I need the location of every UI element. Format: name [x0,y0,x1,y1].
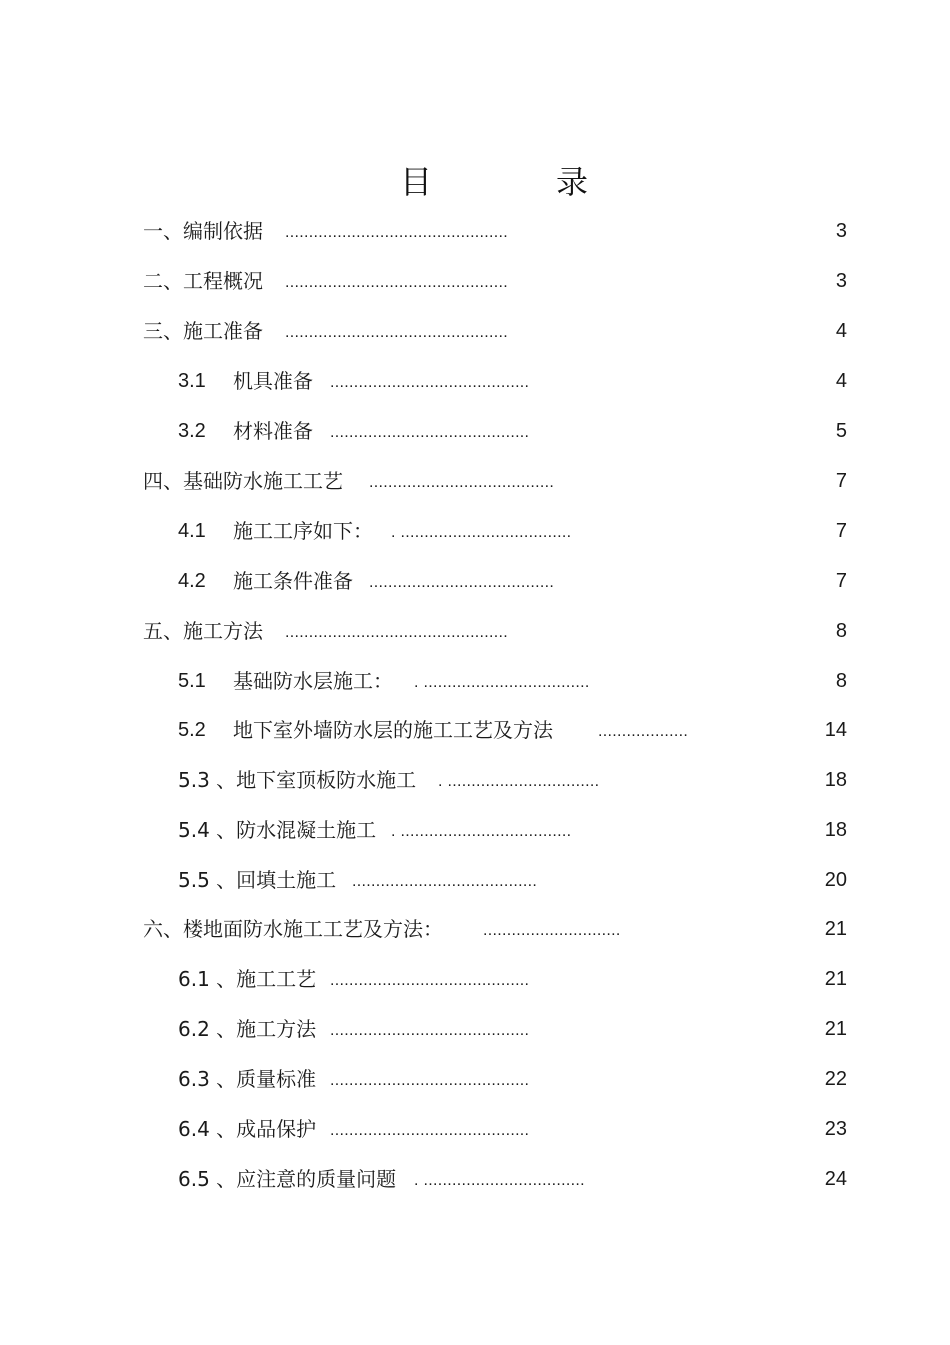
toc-entry-page: 20 [824,869,847,891]
toc-entry-label: 三、施工准备 [143,319,263,343]
toc-entry-label: 6.4 、成品保护 [178,1117,317,1141]
toc-subentry-number: 3.2 [178,420,206,442]
title-char-1: 目 [400,163,433,201]
toc-entry-page: 18 [824,819,847,841]
toc-entry-page: 4 [835,320,847,342]
toc-subentry[interactable] [0,567,950,595]
toc-entry-leader: . .................................... [391,524,572,541]
toc-entry-leader: .......................................... [330,1122,530,1139]
toc-entry-page: 23 [824,1118,847,1140]
toc-entry-leader: .......................................... [330,1072,530,1089]
toc-entry-label: 基础防水层施工： [233,669,393,693]
toc-entry-leader: .......................................... [330,374,530,391]
toc-entry-leader: ....................................... [369,474,555,491]
toc-subentry-number: 4.2 [178,570,206,592]
toc-entry-page: 8 [835,620,847,642]
toc-entry-label: 6.1 、施工工艺 [178,967,317,991]
toc-entry-label: 六、楼地面防水施工工艺及方法： [143,917,443,941]
toc-subentry[interactable] [0,667,950,695]
toc-entry-label: 6.3 、质量标准 [178,1067,317,1091]
toc-subentry-number: 3.1 [178,370,206,392]
toc-entry-leader: ............................................... [285,274,509,291]
toc-subentry[interactable] [0,866,950,894]
toc-subentry[interactable] [0,1165,950,1193]
toc-subentry[interactable] [0,1015,950,1043]
toc-entry-label: 6.2 、施工方法 [178,1017,317,1041]
toc-entry-leader: . .................................... [391,823,572,840]
toc-entry-page: 3 [835,220,847,242]
toc-entry-label: 6.5 、应注意的质量问题 [178,1167,397,1191]
toc-entry-page: 3 [835,270,847,292]
toc-subentry[interactable] [0,965,950,993]
toc-entry-leader: ................... [598,723,689,740]
toc-entry-label: 5.5 、回填土施工 [178,868,337,892]
toc-subentry-number: 5.2 [178,719,206,741]
toc-entry-leader: .......................................... [330,424,530,441]
toc-subentry[interactable] [0,517,950,545]
toc-entry-page: 7 [835,470,847,492]
toc-entry-leader: . .................................. [414,1172,585,1189]
toc-entry-label: 5.3 、地下室顶板防水施工 [178,768,417,792]
toc-subentry-number: 4.1 [178,520,206,542]
toc-entry-page: 5 [835,420,847,442]
toc-entry-leader: ....................................... [369,574,555,591]
toc-subentry-number: 5.1 [178,670,206,692]
toc-entry-leader: ............................................... [285,324,509,341]
toc-entry-label: 地下室外墙防水层的施工工艺及方法 [233,718,553,742]
toc-subentry[interactable] [0,716,950,744]
toc-entry-page: 14 [824,719,847,741]
toc-entry-leader: .......................................... [330,972,530,989]
toc-entry-leader: .......................................... [330,1022,530,1039]
toc-entry-page: 21 [824,1018,847,1040]
toc-entry-page: 21 [824,918,847,940]
toc-entry-leader: ............................................... [285,624,509,641]
toc-subentry[interactable] [0,1115,950,1143]
toc-entry-page: 22 [824,1068,847,1090]
title-char-2: 录 [556,163,589,201]
toc-entry-page: 21 [824,968,847,990]
toc-entry[interactable] [0,217,950,245]
toc-entry-label: 5.4 、防水混凝土施工 [178,818,377,842]
toc-entry-page: 24 [824,1168,847,1190]
toc-title [0,160,950,204]
toc-subentry[interactable] [0,766,950,794]
toc-entry-label: 机具准备 [233,369,313,393]
toc-entry[interactable] [0,317,950,345]
toc-subentry[interactable] [0,417,950,445]
toc-entry-label: 材料准备 [233,419,313,443]
toc-entry-label: 施工条件准备 [233,569,353,593]
toc-entry-leader: ............................. [483,922,621,939]
toc-entry-label: 四、基础防水施工工艺 [143,469,343,493]
toc-entry-label: 施工工序如下： [233,519,373,543]
toc-entry[interactable] [0,617,950,645]
toc-entry[interactable] [0,915,950,943]
toc-entry-page: 18 [824,769,847,791]
toc-entry-page: 7 [835,570,847,592]
toc-subentry[interactable] [0,367,950,395]
toc-entry-label: 五、施工方法 [143,619,263,643]
toc-entry[interactable] [0,467,950,495]
toc-entry-leader: ....................................... [352,873,538,890]
toc-subentry[interactable] [0,816,950,844]
toc-entry-leader: . ................................ [438,773,600,790]
toc-entry-page: 7 [835,520,847,542]
toc-entry[interactable] [0,267,950,295]
toc-entry-label: 一、编制依据 [143,219,263,243]
toc-entry-label: 二、工程概况 [143,269,263,293]
toc-subentry[interactable] [0,1065,950,1093]
toc-entry-leader: ............................................... [285,224,509,241]
toc-entry-leader: . ................................... [414,674,590,691]
toc-entry-page: 4 [835,370,847,392]
toc-entry-page: 8 [835,670,847,692]
